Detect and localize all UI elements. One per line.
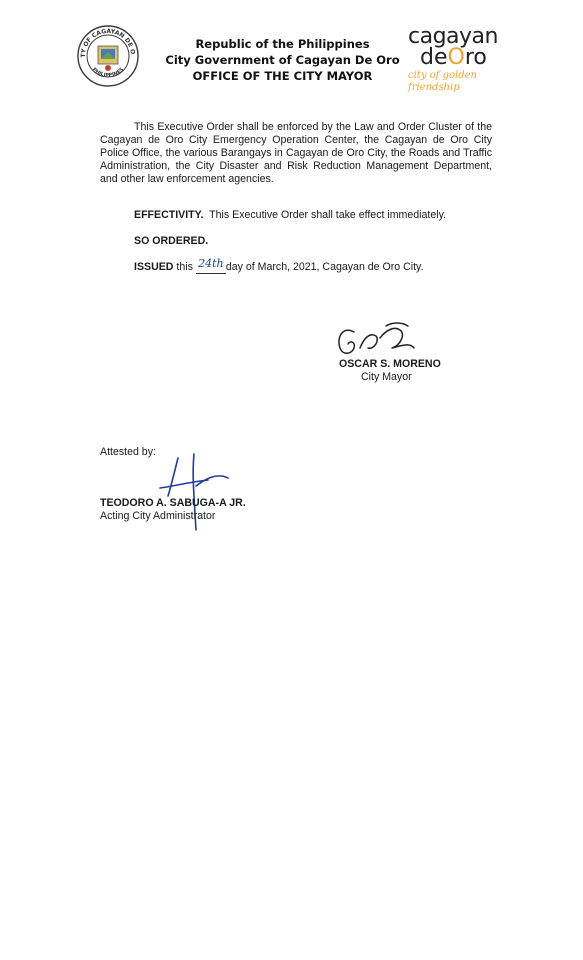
- issued-clause: [134, 257, 424, 274]
- seal-bottom-text: PHILIPPINES: [90, 66, 126, 79]
- seal-top-text: TY OF CAGAYAN DE O: [79, 27, 137, 58]
- cagayan-de-oro-logo: [408, 26, 528, 94]
- mayor-title: City Mayor: [361, 371, 412, 383]
- issued-this: this: [176, 261, 193, 273]
- city-seal-icon: [76, 24, 140, 88]
- effectivity-clause: [134, 209, 446, 222]
- logo-line2: [420, 45, 528, 70]
- day-underline: [196, 273, 226, 274]
- mayor-name: OSCAR S. MORENO: [339, 358, 441, 370]
- effectivity-text: This Executive Order shall take effect immediately.: [209, 209, 447, 221]
- letterhead: [150, 36, 415, 84]
- issued-label: ISSUED: [134, 261, 174, 273]
- so-ordered: SO ORDERED.: [134, 235, 209, 247]
- header-office: OFFICE OF THE CITY MAYOR: [192, 69, 373, 83]
- city-seal: [76, 24, 140, 88]
- logo-tagline: city of golden friendship: [408, 70, 477, 93]
- header-city-government: City Government of Cagayan De Oro: [165, 53, 400, 67]
- logo-o: O: [447, 45, 465, 70]
- effectivity-label: EFFECTIVITY.: [134, 209, 204, 221]
- logo-line1: cagayan: [408, 24, 498, 49]
- logo-ro: ro: [464, 45, 487, 70]
- attested-label: Attested by:: [100, 446, 156, 458]
- administrator-name: TEODORO A. SABUGA-A JR.: [100, 497, 246, 509]
- administrator-title: Acting City Administrator: [100, 510, 216, 522]
- issued-day-handwritten: [196, 257, 226, 274]
- enforcement-paragraph: This Executive Order shall be enforced by the Law and Order Cluster of the Cagayan de Oro City Emergency Operation Center, the Cagayan de Oro City Police Office, the various Barangays in Cagayan de Oro City, the Roads and Traffic Administration, the City Disaster and Risk Reduction Management Department, and other law enforcement agencies.: [100, 121, 492, 185]
- handwritten-day: 24th: [198, 257, 224, 270]
- logo-de: de: [420, 45, 448, 70]
- header-republic: Republic of the Philippines: [195, 37, 370, 51]
- administrator-block: [100, 497, 246, 523]
- mayor-block: [339, 358, 441, 384]
- issued-rest: day of March, 2021, Cagayan de Oro City.: [225, 261, 424, 273]
